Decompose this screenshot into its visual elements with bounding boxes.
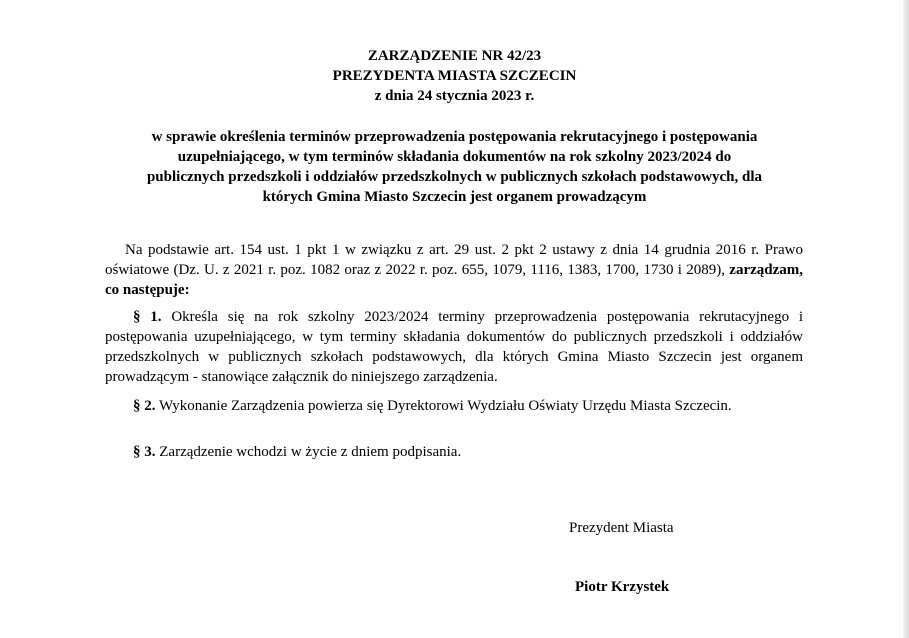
subject-line: uzupełniającego, w tym terminów składania dokumentów na rok szkolny 2023/2024 do xyxy=(177,149,732,165)
issue-date: z dnia 24 stycznia 2023 r. xyxy=(374,88,535,104)
ordinance-number: ZARZĄDZENIE NR 42/23 xyxy=(367,48,542,64)
subject-line: w sprawie określenia terminów przeprowadzenia postępowania rekrutacyjnego i postępowania xyxy=(151,129,758,145)
subject-line: których Gmina Miasto Szczecin jest organem prowadzącym xyxy=(262,189,647,205)
document-header xyxy=(0,46,909,106)
section-mark: § 3. xyxy=(133,444,156,460)
section-text: Zarządzenie wchodzi w życie z dniem podpisania. xyxy=(159,444,462,460)
document-subject xyxy=(0,127,909,207)
section-mark: § 1. xyxy=(133,309,162,325)
preamble-paragraph xyxy=(105,240,803,300)
section-1-paragraph xyxy=(105,307,803,387)
issuer: PREZYDENTA MIASTA SZCZECIN xyxy=(332,68,577,84)
section-2-paragraph xyxy=(105,396,803,416)
preamble-emphasis: zarządzam, co następuje: xyxy=(105,262,804,298)
signature-title: Prezydent Miasta xyxy=(569,520,674,536)
section-text: Wykonanie Zarządzenia powierza się Dyrektorowi Wydziału Oświaty Urzędu Miasta Szczecin. xyxy=(158,398,732,414)
subject-line: publicznych przedszkoli i oddziałów przedszkolnych w publicznych szkołach podstawowych, dla xyxy=(146,169,763,185)
preamble-text: Na podstawie art. 154 ust. 1 pkt 1 w związku z art. 29 ust. 2 pkt 2 ustawy z dnia 14 grudnia 2016 r. Prawo oświatowe (Dz. U. z 2021 r. poz. 1082 oraz z 2022 r. poz. 655, 1079, 1116, 1383, 1700, 1730 i 2089), xyxy=(105,242,803,278)
section-3-paragraph xyxy=(105,442,803,462)
section-mark: § 2. xyxy=(133,398,156,414)
page-edge xyxy=(903,0,909,638)
section-text: Określa się na rok szkolny 2023/2024 terminy przeprowadzenia postępowania rekrutacyjnego i postępowania uzupełniającego, w tym terminy składania dokumentów do publicznych przedszkoli i oddziałów przedszkolnych w publicznych szkołach podstawowych, dla których Gmina Miasto Szczecin jest organem prowadzącym - stanowiące załącznik do niniejszego zarządzenia. xyxy=(105,309,804,385)
signature-name: Piotr Krzystek xyxy=(575,579,670,595)
